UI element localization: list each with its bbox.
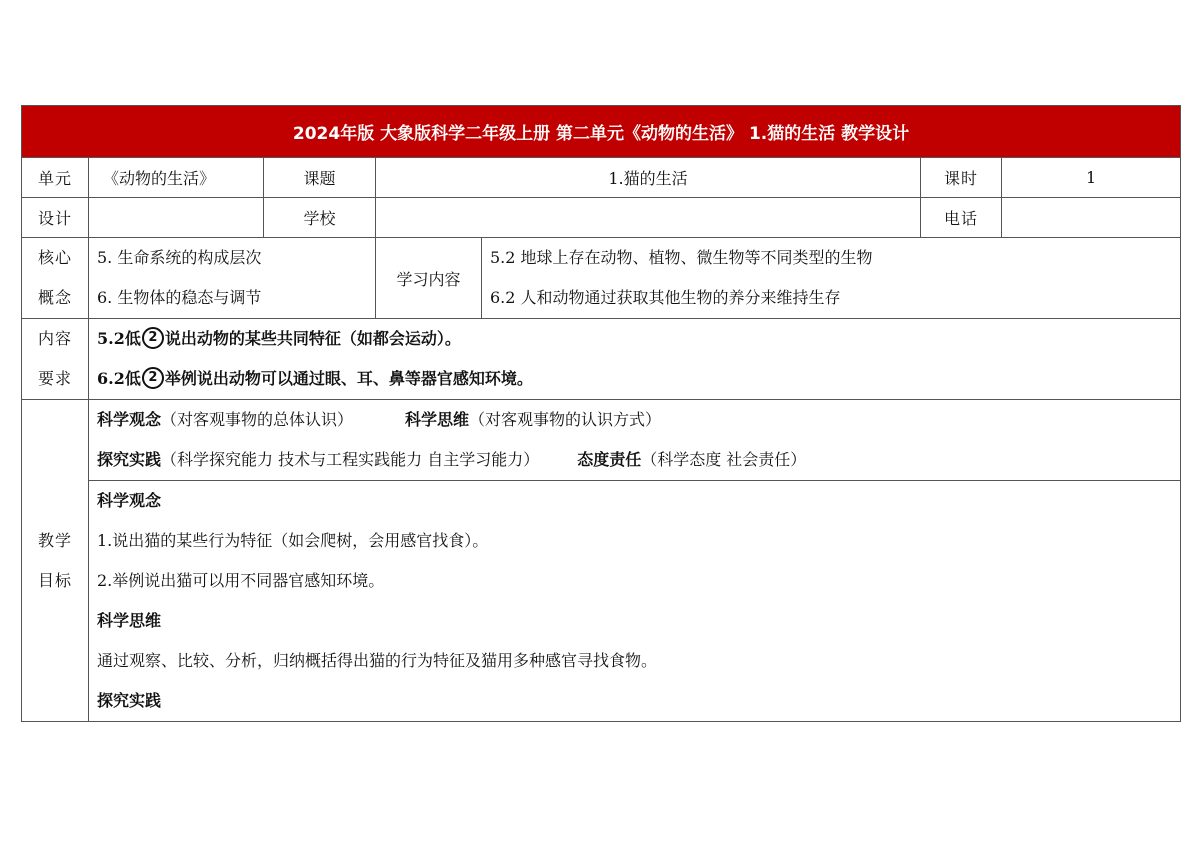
- period-label: 课时: [921, 158, 1002, 198]
- inquiry-practice-term: 探究实践: [97, 450, 162, 469]
- core-concept-item: 6. 生物体的稳态与调节: [97, 288, 262, 307]
- design-label: 设计: [22, 198, 89, 238]
- document-title: 2024年版 大象版科学二年级上册 第二单元《动物的生活》 1.猫的生活 教学设计: [22, 106, 1181, 158]
- teaching-goals-label-line1: 教学: [37, 530, 72, 550]
- science-concept-note: （对客观事物的总体认识）: [161, 410, 354, 429]
- learning-content-items: [482, 238, 1181, 319]
- phone-label: 电话: [921, 198, 1002, 238]
- goals-detail: [89, 481, 1181, 722]
- requirements-label-line1: 内容: [37, 329, 72, 348]
- design-value: [89, 198, 264, 238]
- concept-item: 1.说出猫的某些行为特征（如会爬树，会用感官找食）。: [97, 531, 489, 550]
- teaching-goals-label: [22, 400, 89, 722]
- attitude-term: 态度责任: [577, 450, 642, 469]
- requirements-label: [22, 319, 89, 400]
- core-concept-item: 5. 生命系统的构成层次: [97, 248, 262, 267]
- title-row: [22, 106, 1181, 158]
- thinking-heading: 科学思维: [97, 611, 162, 630]
- science-thinking-note: （对客观事物的认识方式）: [469, 410, 662, 429]
- learning-content-item: 6.2 人和动物通过获取其他生物的养分来维持生存: [490, 288, 841, 307]
- topic-value: 1.猫的生活: [376, 158, 921, 198]
- core-concept-items: [89, 238, 376, 319]
- practice-heading: 探究实践: [97, 691, 162, 710]
- goals-overview-row: [22, 400, 1181, 481]
- learning-content-label: 学习内容: [376, 238, 482, 319]
- requirement-item: [89, 359, 1180, 399]
- attitude-note: （科学态度 社会责任）: [641, 450, 807, 469]
- topic-label: 课题: [264, 158, 376, 198]
- core-concept-label-line1: 核心: [37, 248, 72, 267]
- core-concept-label: [22, 238, 89, 319]
- requirement-code: 6.2低: [97, 369, 141, 388]
- science-concept-term: 科学观念: [97, 410, 162, 429]
- science-thinking-term: 科学思维: [405, 410, 470, 429]
- requirement-item: [89, 319, 1180, 359]
- school-label: 学校: [264, 198, 376, 238]
- requirement-text: 举例说出动物可以通过眼、耳、鼻等器官感知环境。: [164, 369, 533, 388]
- requirements-row: [22, 319, 1181, 400]
- lesson-plan-table: [21, 105, 1181, 722]
- goals-detail-row: [22, 481, 1181, 722]
- school-value: [376, 198, 921, 238]
- thinking-text: 通过观察、比较、分析，归纳概括得出猫的行为特征及猫用多种感官寻找食物。: [97, 651, 658, 670]
- unit-label: 单元: [22, 158, 89, 198]
- concept-item: 2.举例说出猫可以用不同器官感知环境。: [97, 571, 385, 590]
- learning-content-item: 5.2 地球上存在动物、植物、微生物等不同类型的生物: [490, 248, 873, 267]
- goals-overview: [89, 400, 1181, 481]
- teaching-goals-label-line2: 目标: [37, 570, 72, 590]
- phone-value: [1002, 198, 1181, 238]
- unit-row: [22, 158, 1181, 198]
- circled-number-icon: 2: [142, 327, 164, 349]
- requirements-label-line2: 要求: [37, 369, 72, 388]
- design-row: [22, 198, 1181, 238]
- goals-overview-line: [89, 400, 1180, 440]
- requirement-text: 说出动物的某些共同特征（如都会运动）。: [164, 329, 461, 348]
- goals-overview-line: [89, 440, 1180, 480]
- concept-heading: 科学观念: [97, 491, 162, 510]
- inquiry-practice-note: （科学探究能力 技术与工程实践能力 自主学习能力）: [161, 450, 540, 469]
- unit-value: 《动物的生活》: [89, 158, 264, 198]
- core-concept-row: [22, 238, 1181, 319]
- period-value: 1: [1002, 158, 1181, 198]
- circled-number-icon: 2: [142, 367, 164, 389]
- requirements-items: [89, 319, 1181, 400]
- requirement-code: 5.2低: [97, 329, 141, 348]
- core-concept-label-line2: 概念: [37, 288, 72, 307]
